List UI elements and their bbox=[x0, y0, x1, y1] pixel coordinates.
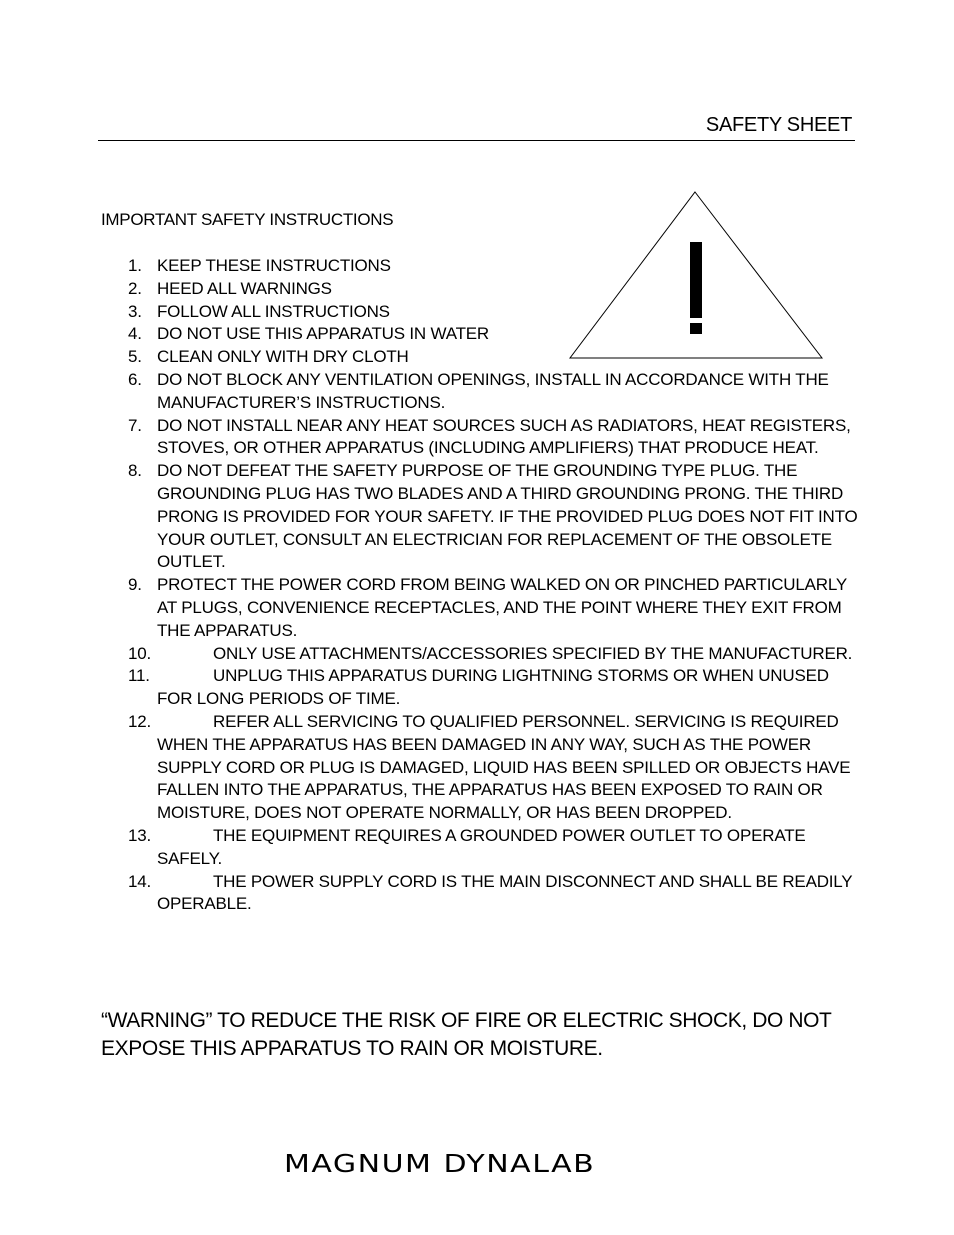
instruction-list bbox=[128, 255, 858, 916]
list-item bbox=[128, 643, 858, 666]
item-text: DO NOT INSTALL NEAR ANY HEAT SOURCES SUCH AS RADIATORS, HEAT REGISTERS, STOVES, OR OTHER APPARATUS (INCLUDING AMPLIFIERS) THAT PRODUCE HEAT. bbox=[157, 415, 851, 458]
list-item bbox=[128, 825, 858, 871]
item-text: REFER ALL SERVICING TO QUALIFIED PERSONNEL. SERVICING IS REQUIRED WHEN THE APPARATUS HAS BEEN DAMAGED IN ANY WAY, SUCH AS THE POWER SUPPLY CORD OR PLUG IS DAMAGED, LIQUID HAS BEEN SPILLED OR OBJECTS HAVE FALLEN INTO THE APPARATUS, THE APPARATUS HAS BEEN EXPOSED TO RAIN OR MOISTURE, DOES NOT OPERATE NORMALLY, OR HAS BEEN DROPPED. bbox=[157, 711, 851, 823]
item-number: 8. bbox=[128, 461, 142, 481]
item-text: THE EQUIPMENT REQUIRES A GROUNDED POWER OUTLET TO OPERATE SAFELY. bbox=[157, 825, 806, 868]
list-item bbox=[128, 460, 858, 574]
item-text: THE POWER SUPPLY CORD IS THE MAIN DISCONNECT AND SHALL BE READILY OPERABLE. bbox=[157, 871, 853, 914]
item-number: 6. bbox=[128, 369, 142, 389]
header-divider bbox=[98, 140, 855, 141]
item-text: FOLLOW ALL INSTRUCTIONS bbox=[157, 301, 390, 321]
item-text: HEED ALL WARNINGS bbox=[157, 278, 332, 298]
section-heading: IMPORTANT SAFETY INSTRUCTIONS bbox=[101, 210, 394, 229]
list-item bbox=[128, 323, 577, 346]
item-number: 7. bbox=[128, 415, 142, 435]
list-item bbox=[128, 346, 577, 369]
item-text: DO NOT USE THIS APPARATUS IN WATER bbox=[157, 324, 489, 344]
warning-statement: “WARNING” TO REDUCE THE RISK OF FIRE OR ELECTRIC SHOCK, DO NOT EXPOSE THIS APPARATUS TO RAIN OR MOISTURE. bbox=[101, 1009, 832, 1060]
list-item bbox=[128, 574, 858, 642]
item-number: 14. bbox=[128, 871, 152, 891]
item-number: 12. bbox=[128, 711, 152, 731]
list-item bbox=[128, 665, 858, 711]
item-number: 11. bbox=[128, 666, 150, 686]
brand-logo: MAGNUM DYNALAB bbox=[284, 1150, 596, 1179]
item-number: 9. bbox=[128, 575, 142, 595]
list-item bbox=[128, 369, 858, 415]
item-number: 1. bbox=[128, 256, 142, 275]
list-item bbox=[128, 301, 577, 324]
item-text: CLEAN ONLY WITH DRY CLOTH bbox=[157, 347, 409, 367]
item-number: 5. bbox=[128, 347, 142, 367]
list-item bbox=[128, 415, 858, 461]
item-number: 2. bbox=[128, 278, 142, 298]
list-item bbox=[128, 871, 858, 917]
item-number: 3. bbox=[128, 301, 142, 321]
list-item bbox=[128, 711, 858, 825]
list-item bbox=[128, 278, 577, 301]
item-text: DO NOT DEFEAT THE SAFETY PURPOSE OF THE GROUNDING TYPE PLUG. THE GROUNDING PLUG HAS TWO BLADES AND A THIRD GROUNDING PRONG. THE THIRD PRONG IS PROVIDED FOR YOUR SAFETY. IF THE PROVIDED PLUG DOES NOT FIT INTO YOUR OUTLET, CONSULT AN ELECTRICIAN FOR REPLACEMENT OF THE OBSOLETE OUTLET. bbox=[157, 461, 858, 572]
item-text: DO NOT BLOCK ANY VENTILATION OPENINGS, INSTALL IN ACCORDANCE WITH THE MANUFACTURER’S INSTRUCTIONS. bbox=[157, 369, 829, 412]
list-item bbox=[128, 255, 577, 278]
item-text: PROTECT THE POWER CORD FROM BEING WALKED ON OR PINCHED PARTICULARLY AT PLUGS, CONVENIENCE RECEPTACLES, AND THE POINT WHERE THEY EXIT FROM THE APPARATUS. bbox=[157, 575, 847, 640]
page-title: SAFETY SHEET bbox=[705, 114, 852, 136]
item-number: 13. bbox=[128, 825, 152, 845]
item-text: KEEP THESE INSTRUCTIONS bbox=[157, 256, 391, 275]
item-text: ONLY USE ATTACHMENTS/ACCESSORIES SPECIFIED BY THE MANUFACTURER. bbox=[213, 643, 853, 663]
item-text: UNPLUG THIS APPARATUS DURING LIGHTNING STORMS OR WHEN UNUSED FOR LONG PERIODS OF TIME. bbox=[157, 666, 829, 709]
item-number: 4. bbox=[128, 324, 142, 344]
item-number: 10. bbox=[128, 643, 152, 663]
